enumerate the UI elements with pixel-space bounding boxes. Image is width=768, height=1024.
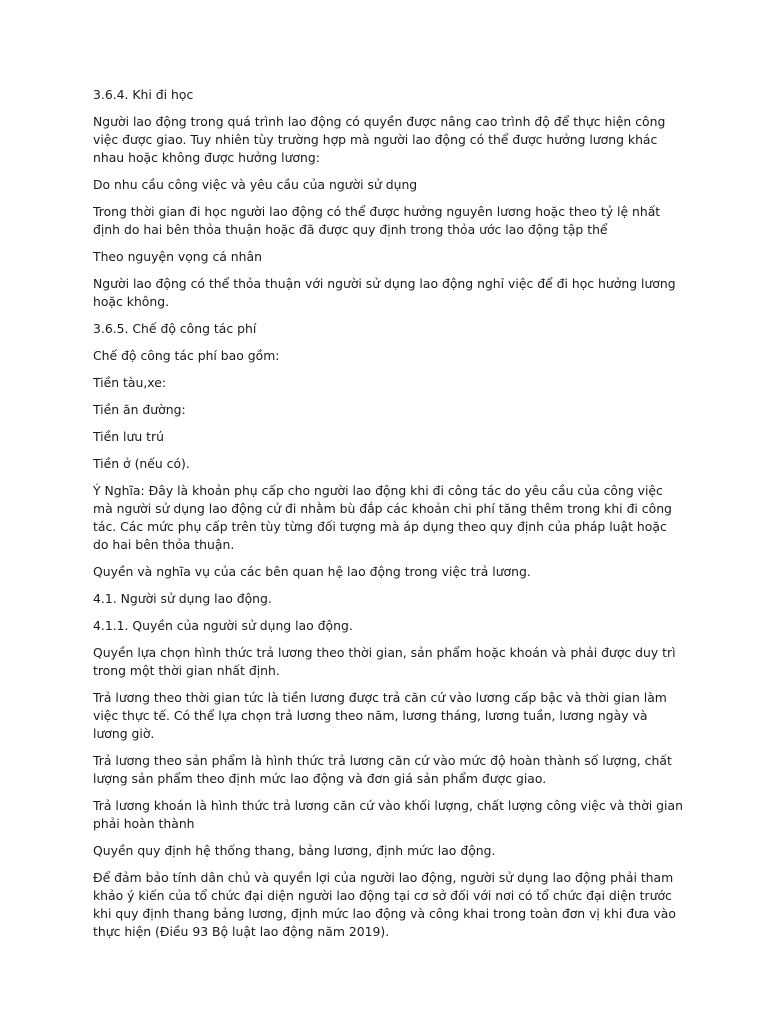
paragraph-personal-wish: Theo nguyện vọng cá nhân — [93, 249, 262, 264]
paragraph-product-pay: Trả lương theo sản phẩm là hình thức trả lương căn cứ vào mức độ hoàn thành số lượng, chất lượng sản phẩm theo định mức lao động và đơn giá sản phẩm được giao. — [93, 753, 672, 786]
paragraph-employer-need: Do nhu cầu công việc và yêu cầu của người sử dụng — [93, 177, 418, 192]
paragraph-choose-pay-form: Quyền lựa chọn hình thức trả lương theo thời gian, sản phẩm hoặc khoán và phải được duy trì trong một thời gian nhất định. — [93, 645, 676, 678]
paragraph-allowance-includes: Chế độ công tác phí bao gồm: — [93, 348, 280, 363]
list-item-housing: Tiền ở (nếu có). — [93, 456, 190, 471]
list-item-meals: Tiền ăn đường: — [93, 402, 186, 417]
paragraph-pay-scale-right: Quyền quy định hệ thống thang, bảng lương, định mức lao động. — [93, 843, 496, 858]
section-heading-4-1: 4.1. Người sử dụng lao động. — [93, 591, 272, 606]
paragraph-meaning: Ý Nghĩa: Đây là khoản phụ cấp cho người lao động khi đi công tác do yêu cầu của công việc mà người sử dụng lao động cử đi nhằm bù đắp các khoản chi phí tăng thêm trong khi đi công tác. Các mức phụ cấp trên tùy từng đối tượng mà áp dụng theo quy định của pháp luật hoặc do hai bên thỏa thuận. — [93, 483, 672, 552]
list-item-transport: Tiền tàu,xe: — [93, 375, 167, 390]
document-page — [93, 86, 685, 950]
paragraph-leave-agreement: Người lao động có thể thỏa thuận với người sử dụng lao động nghỉ việc để đi học hưởng lương hoặc không. — [93, 276, 676, 309]
paragraph-study-intro: Người lao động trong quá trình lao động có quyền được nâng cao trình độ để thực hiện công việc được giao. Tuy nhiên tùy trường hợp mà người lao động có thể được hưởng lương khác nhau hoặc không được hưởng lương: — [93, 114, 666, 165]
paragraph-rights-obligations: Quyền và nghĩa vụ của các bên quan hệ lao động trong việc trả lương. — [93, 564, 531, 579]
paragraph-contract-pay: Trả lương khoán là hình thức trả lương căn cứ vào khối lượng, chất lượng công việc và thời gian phải hoàn thành — [93, 798, 683, 831]
paragraph-democracy-consult: Để đảm bảo tính dân chủ và quyền lợi của người lao động, người sử dụng lao động phải tham khảo ý kiến của tổ chức đại diện người lao động tại cơ sở đối với nơi có tổ chức đại diện trước khi quy định thang bảng lương, định mức lao động và công khai trong toàn đơn vị khi đưa vào thực hiện (Điều 93 Bộ luật lao động năm 2019). — [93, 870, 676, 939]
section-heading-4-1-1: 4.1.1. Quyền của người sử dụng lao động. — [93, 618, 353, 633]
section-heading-3-6-4: 3.6.4. Khi đi học — [93, 87, 194, 102]
list-item-lodging: Tiền lưu trú — [93, 429, 164, 444]
paragraph-time-pay: Trả lương theo thời gian tức là tiền lương được trả căn cứ vào lương cấp bậc và thời gian làm việc thực tế. Có thể lựa chọn trả lương theo năm, lương tháng, lương tuần, lương ngày và lương giờ. — [93, 690, 667, 741]
paragraph-study-salary: Trong thời gian đi học người lao động có thể được hưởng nguyên lương hoặc theo tỷ lệ nhất định do hai bên thỏa thuận hoặc đã được quy định trong thỏa ước lao động tập thể — [93, 204, 661, 237]
section-heading-3-6-5: 3.6.5. Chế độ công tác phí — [93, 321, 257, 336]
